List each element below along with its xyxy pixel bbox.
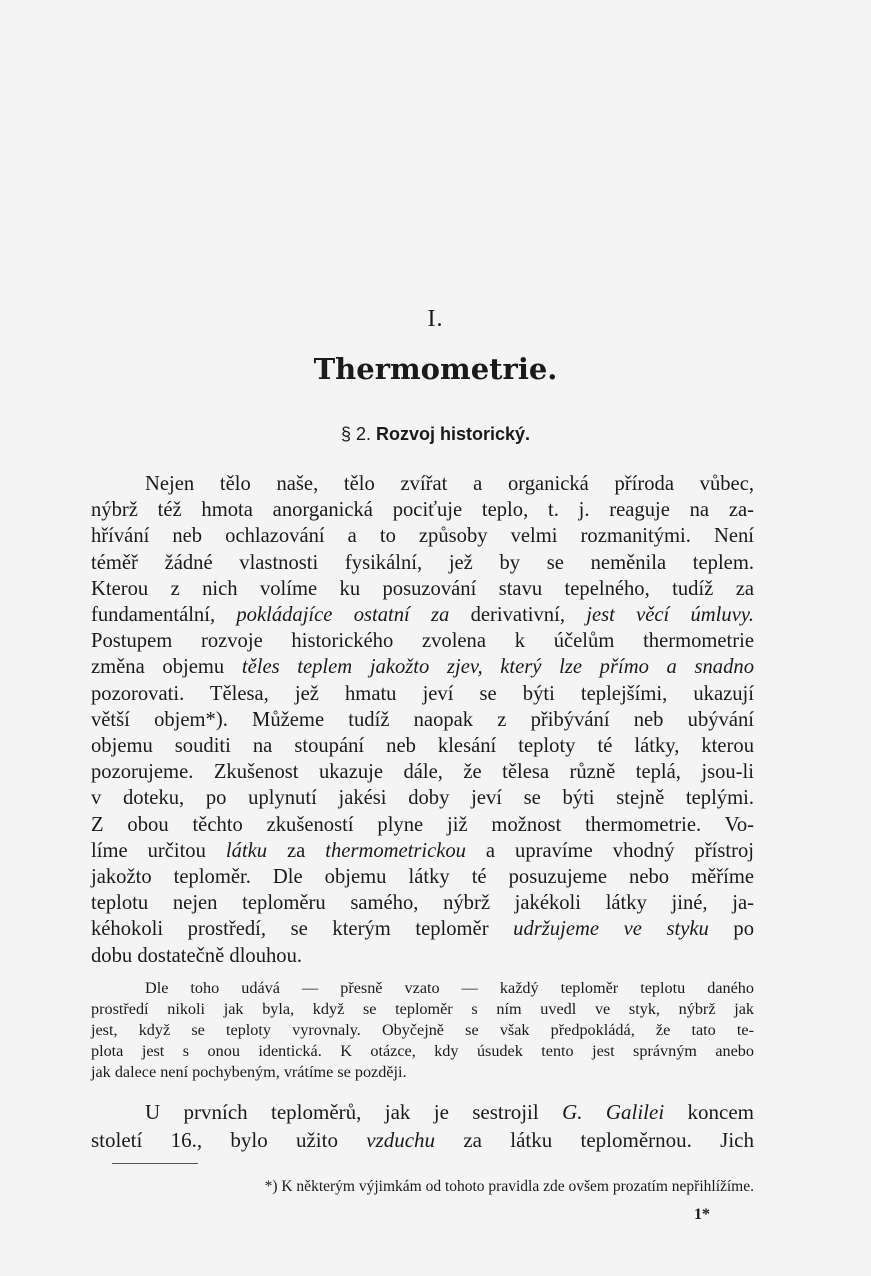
text-segment: fundamentální [91,604,210,627]
footnote-rule [112,1163,198,1164]
chapter-number: I. [427,306,444,332]
text-line: hřívání neb ochlazování a to způsoby velmi rozmanitými. Není [91,525,754,548]
text-line: téměř žádné vlastnosti fysikální, jež by se neměnila teplem. [91,551,754,574]
paragraph-small-print [91,978,754,1083]
text-line [91,1098,754,1126]
text-line: prostředí nikoli jak byla, když se teploměr s ním uvedl ve styk, nýbrž jak [91,1000,754,1018]
text-line: pozorovati. Tělesa, jež hmatu jeví se býti teplejšími, ukazují [91,682,754,705]
text-line: větší objem*). Můžeme tudíž naopak z přibývání neb ubývání [91,708,754,731]
section-heading [0,424,871,445]
text-line: Nejen tělo naše, tělo zvířat a organická příroda vůbec, [145,473,754,495]
chapter-title: Thermometrie. [313,352,558,386]
text-line: jakožto teploměr. Dle objemu látky té posuzujeme nebo měříme [91,866,754,889]
emphasized-text: thermometrickou [325,839,466,862]
text-line [91,654,754,680]
emphasized-text: G. Galilei [562,1100,665,1124]
text-line [91,916,754,942]
emphasized-text: , pokládajíce ostatní za [209,604,471,627]
text-segment: století 16., bylo užito [91,1128,367,1152]
text-line: pozorujeme. Zkušenost ukazuje dále, že tělesa různě teplá, jsou-li [91,761,754,784]
text-segment: po [708,918,755,941]
footnote: *) K některým výjimkám od tohoto pravidla zde ovšem prozatím nepřihlížíme. [264,1178,754,1195]
text-line: Postupem rozvoje historického zvolena k účelům thermometrie [91,630,754,653]
text-line: teplotu nejen teploměru samého, nýbrž jakékoli látky jiné, ja- [91,892,754,915]
text-line: v doteku, po uplynutí jakési doby jeví se býti stejně teplými. [91,787,754,810]
text-line: nýbrž též hmota anorganická pociťuje teplo, t. j. reaguje na za- [91,499,754,522]
text-line: objemu souditi na stoupání neb klesání teploty té látky, kterou [91,735,754,758]
text-segment: za [267,839,326,862]
section-number: § 2. [340,424,371,444]
text-segment: a upravíme vhodný přístroj [465,839,755,862]
emphasized-text: , jest věcí úmluvy. [559,604,754,627]
text-line: dobu dostatečně dlouhou. [91,944,303,967]
text-segment: kéhokoli prostředí, se kterým teploměr [91,918,514,941]
text-line: plota jest s onou identická. K otázce, kdy úsudek tento jest správným anebo [91,1042,754,1060]
text-line: jest, když se teploty vyrovnaly. Obyčejně se však předpokládá, že tato te- [91,1021,754,1039]
text-line [91,838,754,864]
text-segment: U prvních teploměrů, jak je sestrojil [145,1100,563,1124]
text-line: Kterou z nich volíme ku posuzování stavu tepelného, tudíž za [91,577,754,600]
section-title: Rozvoj historický. [376,424,531,444]
text-line [91,602,754,628]
emphasized-text: těles teplem jakožto zjev, který lze přímo a snadno [224,656,754,679]
text-line: Z obou těchto zkušeností plyne již možnost thermometrie. Vo- [91,813,754,836]
emphasized-text: látku [225,839,268,862]
paragraph-2 [91,1098,754,1154]
text-segment: změna objemu [91,656,225,679]
emphasized-text: vzduchu [366,1128,436,1152]
text-segment: za látku teploměrnou. Jich [435,1128,754,1152]
text-segment: derivativní [470,604,560,627]
text-line: Dle toho udává — přesně vzato — každý teploměr teplotu daného [145,979,754,997]
text-segment: koncem [664,1100,754,1124]
emphasized-text: udržujeme ve styku [513,918,709,941]
text-segment: líme určitou [91,839,226,862]
signature-mark: 1* [694,1206,710,1223]
text-line: jak dalece není pochybeným, vrátíme se později. [91,1063,407,1081]
paragraph-1 [91,471,754,969]
text-line [91,1126,754,1154]
